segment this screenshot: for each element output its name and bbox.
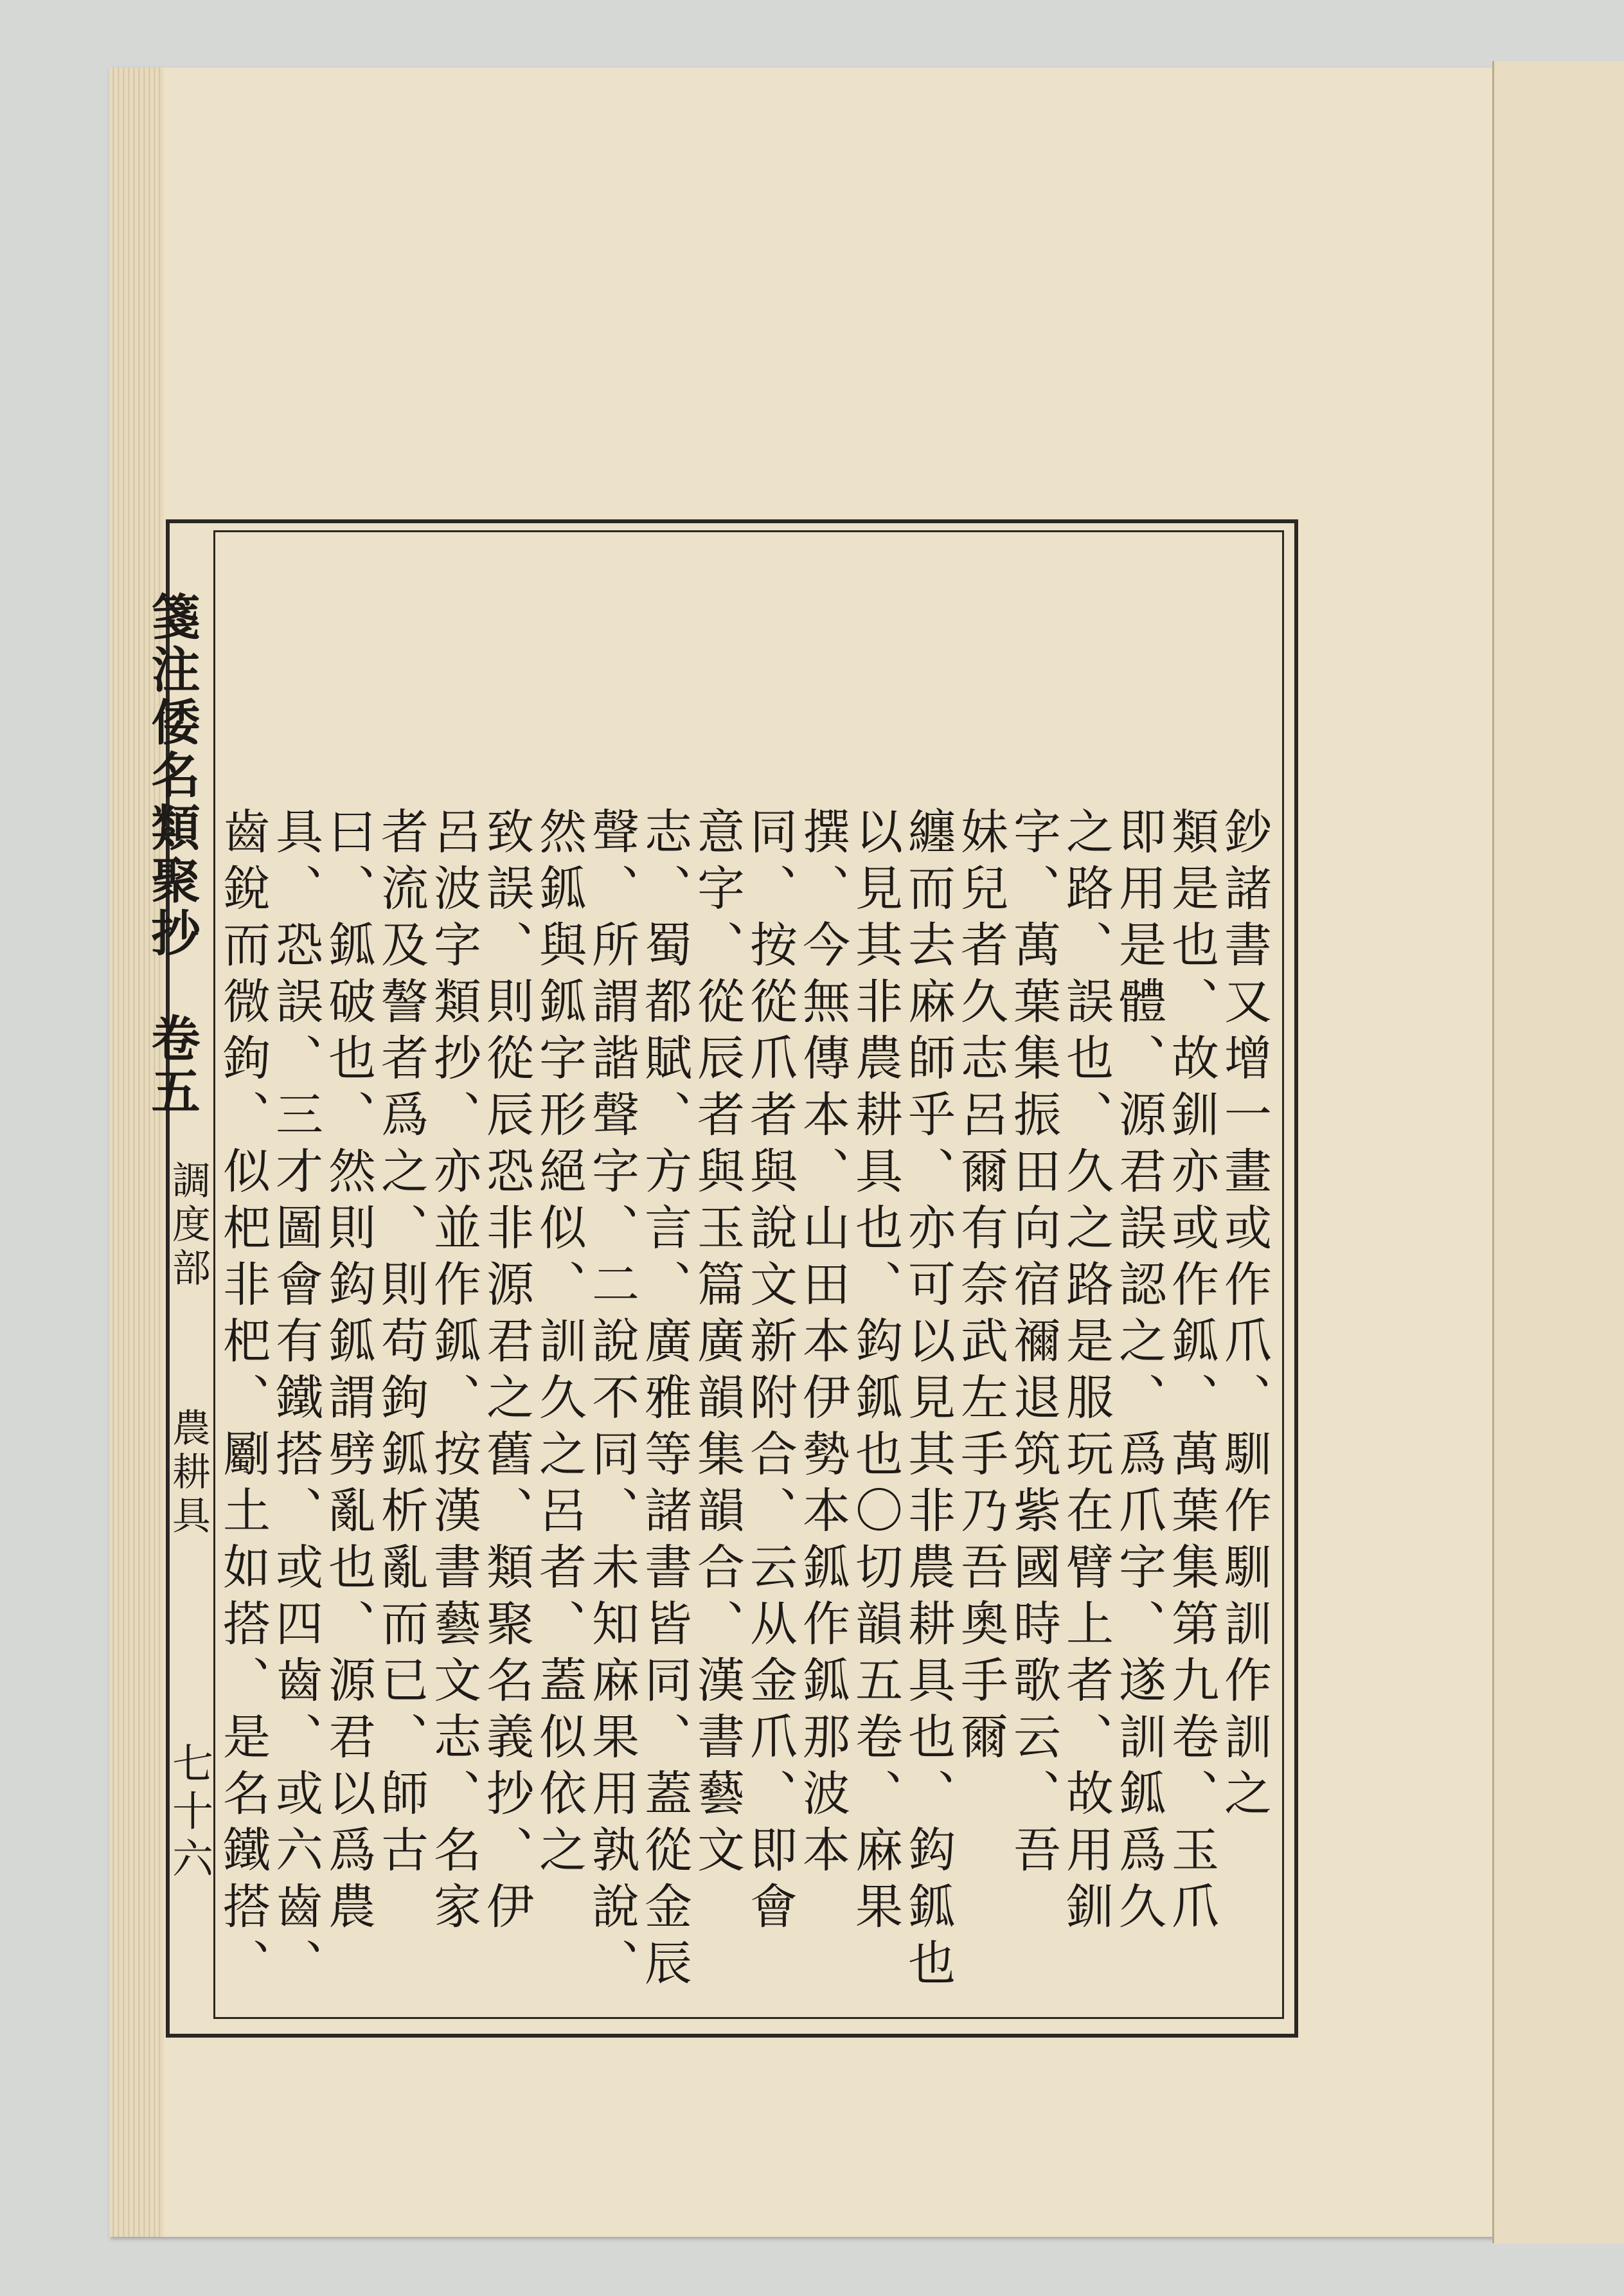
subsection-label: 農耕具 bbox=[166, 1408, 211, 1539]
text-column: 類是也、故釧亦或作鈲、萬葉集第九卷、玉爪 bbox=[1164, 807, 1219, 1938]
text-column: 聲、所謂諧聲字、二說不同、未知麻果用孰說、 bbox=[584, 807, 639, 1995]
text-column: 呂波字類抄、亦並作鈲、按漢書藝文志、名家 bbox=[426, 807, 481, 1938]
text-column: 然鈲與鈲字形絕似、訓久之呂者、蓋似依之 bbox=[531, 807, 587, 1881]
text-column: 鈔諸書又增一畫或作爪、馴作馴訓作訓之 bbox=[1217, 807, 1272, 1825]
facing-page bbox=[1494, 61, 1624, 2243]
section-label: 調度部 bbox=[166, 1160, 211, 1291]
book-title: 箋注倭名類聚抄 卷五 bbox=[143, 591, 201, 1118]
show-through-marks bbox=[231, 553, 1260, 713]
text-column: 者流及謷者爲之、則苟鉤鈲析亂而已、師古 bbox=[373, 807, 429, 1881]
text-column: 齒銳而微鉤、似杷非杷、劚土如搭、是名鐵搭、 bbox=[215, 807, 271, 1995]
text-column: 以見其非農耕具也、鈎鈲也〇切韻五卷、麻果 bbox=[848, 807, 903, 1938]
text-column: 志、蜀都賦、方言、廣雅等諸書皆同、蓋從金辰 bbox=[637, 807, 692, 1995]
text-column: 同、按從爪者與說文新附合、云从金爪、即會 bbox=[742, 807, 798, 1938]
page-number: 七十六 bbox=[165, 1742, 213, 1885]
text-column: 即用是體、源君誤認之、爲爪字、遂訓鈲爲久 bbox=[1111, 807, 1166, 1938]
main-text bbox=[215, 807, 1272, 1996]
text-column: 具、恐誤、三才圖會有鐵搭、或四齒、或六齒、 bbox=[268, 807, 323, 1995]
text-column: 字、萬葉集振田向宿禰退筑紫國時歌云、吾 bbox=[1006, 807, 1061, 1881]
text-column: 之路、誤也、久之路是服玩在臂上者、故用釧 bbox=[1058, 807, 1114, 1938]
text-column: 致誤、則從辰恐非源君之舊、類聚名義抄、伊 bbox=[479, 807, 534, 1938]
text-column: 妹兒者久志呂爾有奈武左手乃吾奧手爾 bbox=[953, 807, 1008, 1768]
text-column: 撰、今無傳本、山田本伊勢本鈲作鈲那波本 bbox=[795, 807, 850, 1881]
text-column: 意字、從辰者與玉篇廣韻集韻合、漢書藝文 bbox=[690, 807, 745, 1881]
spine-title-strip bbox=[132, 501, 201, 1176]
text-column: 曰、鈲破也、然則鈎鈲謂劈亂也、源君以爲農 bbox=[321, 807, 376, 1938]
text-column: 纏而去麻師乎、亦可以見其非農耕具也、鈎鈲也 bbox=[900, 807, 956, 1995]
